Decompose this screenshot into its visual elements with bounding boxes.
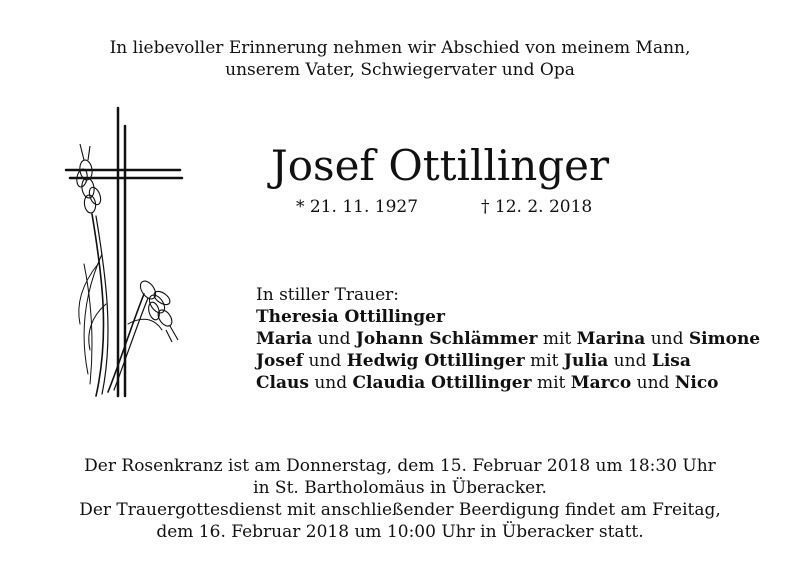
mourner-connector: und	[303, 351, 347, 371]
mourner-connector: und	[645, 329, 689, 349]
deceased-name: Josef Ottillinger	[270, 141, 610, 190]
cross-with-wheat-icon	[62, 104, 192, 404]
mourner-name: Julia	[563, 351, 609, 371]
service-information	[0, 455, 800, 543]
mourners-list	[256, 306, 760, 394]
mourner-name: Theresia Ottillinger	[256, 307, 445, 327]
mourner-connector: und	[631, 373, 675, 393]
mourner-name: Marina	[576, 329, 646, 349]
intro-text	[0, 37, 800, 81]
birth-date: * 21. 11. 1927	[296, 197, 419, 217]
service-line: Der Rosenkranz ist am Donnerstag, dem 15. Februar 2018 um 18:30 Uhr	[84, 456, 716, 476]
mourner-name: Claudia Ottillinger	[352, 373, 532, 393]
mourner-name: Hedwig Ottillinger	[346, 351, 525, 371]
death-date: † 12. 2. 2018	[481, 197, 593, 217]
mourner-name: Claus	[256, 373, 309, 393]
mourner-row	[256, 328, 760, 350]
mourner-connector: und	[308, 373, 353, 393]
mourner-connector: mit	[531, 373, 571, 393]
mourner-name: Simone	[688, 329, 761, 349]
mourner-name: Johann Schlämmer	[355, 329, 538, 349]
mourners-block	[256, 284, 760, 394]
mourner-connector: und	[312, 329, 356, 349]
mourner-row	[256, 306, 760, 328]
mourner-name: Nico	[674, 373, 719, 393]
mourner-name: Lisa	[651, 351, 691, 371]
intro-line: In liebevoller Erinnerung nehmen wir Abschied von meinem Mann,	[109, 38, 691, 58]
mourner-connector: mit	[524, 351, 564, 371]
mourner-name: Maria	[256, 329, 313, 349]
mourners-heading: In stiller Trauer:	[256, 285, 399, 305]
intro-line: unserem Vater, Schwiegervater und Opa	[225, 60, 575, 80]
service-line: Der Trauergottesdienst mit anschließender Beerdigung findet am Freitag,	[79, 500, 721, 520]
mourner-row	[256, 350, 760, 372]
mourner-name: Marco	[570, 373, 632, 393]
mourner-row	[256, 372, 760, 394]
mourner-name: Josef	[256, 351, 304, 371]
mourner-connector: und	[608, 351, 652, 371]
cross-with-wheat-icon	[62, 104, 192, 404]
service-line: in St. Bartholomäus in Überacker.	[253, 478, 547, 498]
service-line: dem 16. Februar 2018 um 10:00 Uhr in Überacker statt.	[156, 522, 644, 542]
mourner-connector: mit	[537, 329, 577, 349]
